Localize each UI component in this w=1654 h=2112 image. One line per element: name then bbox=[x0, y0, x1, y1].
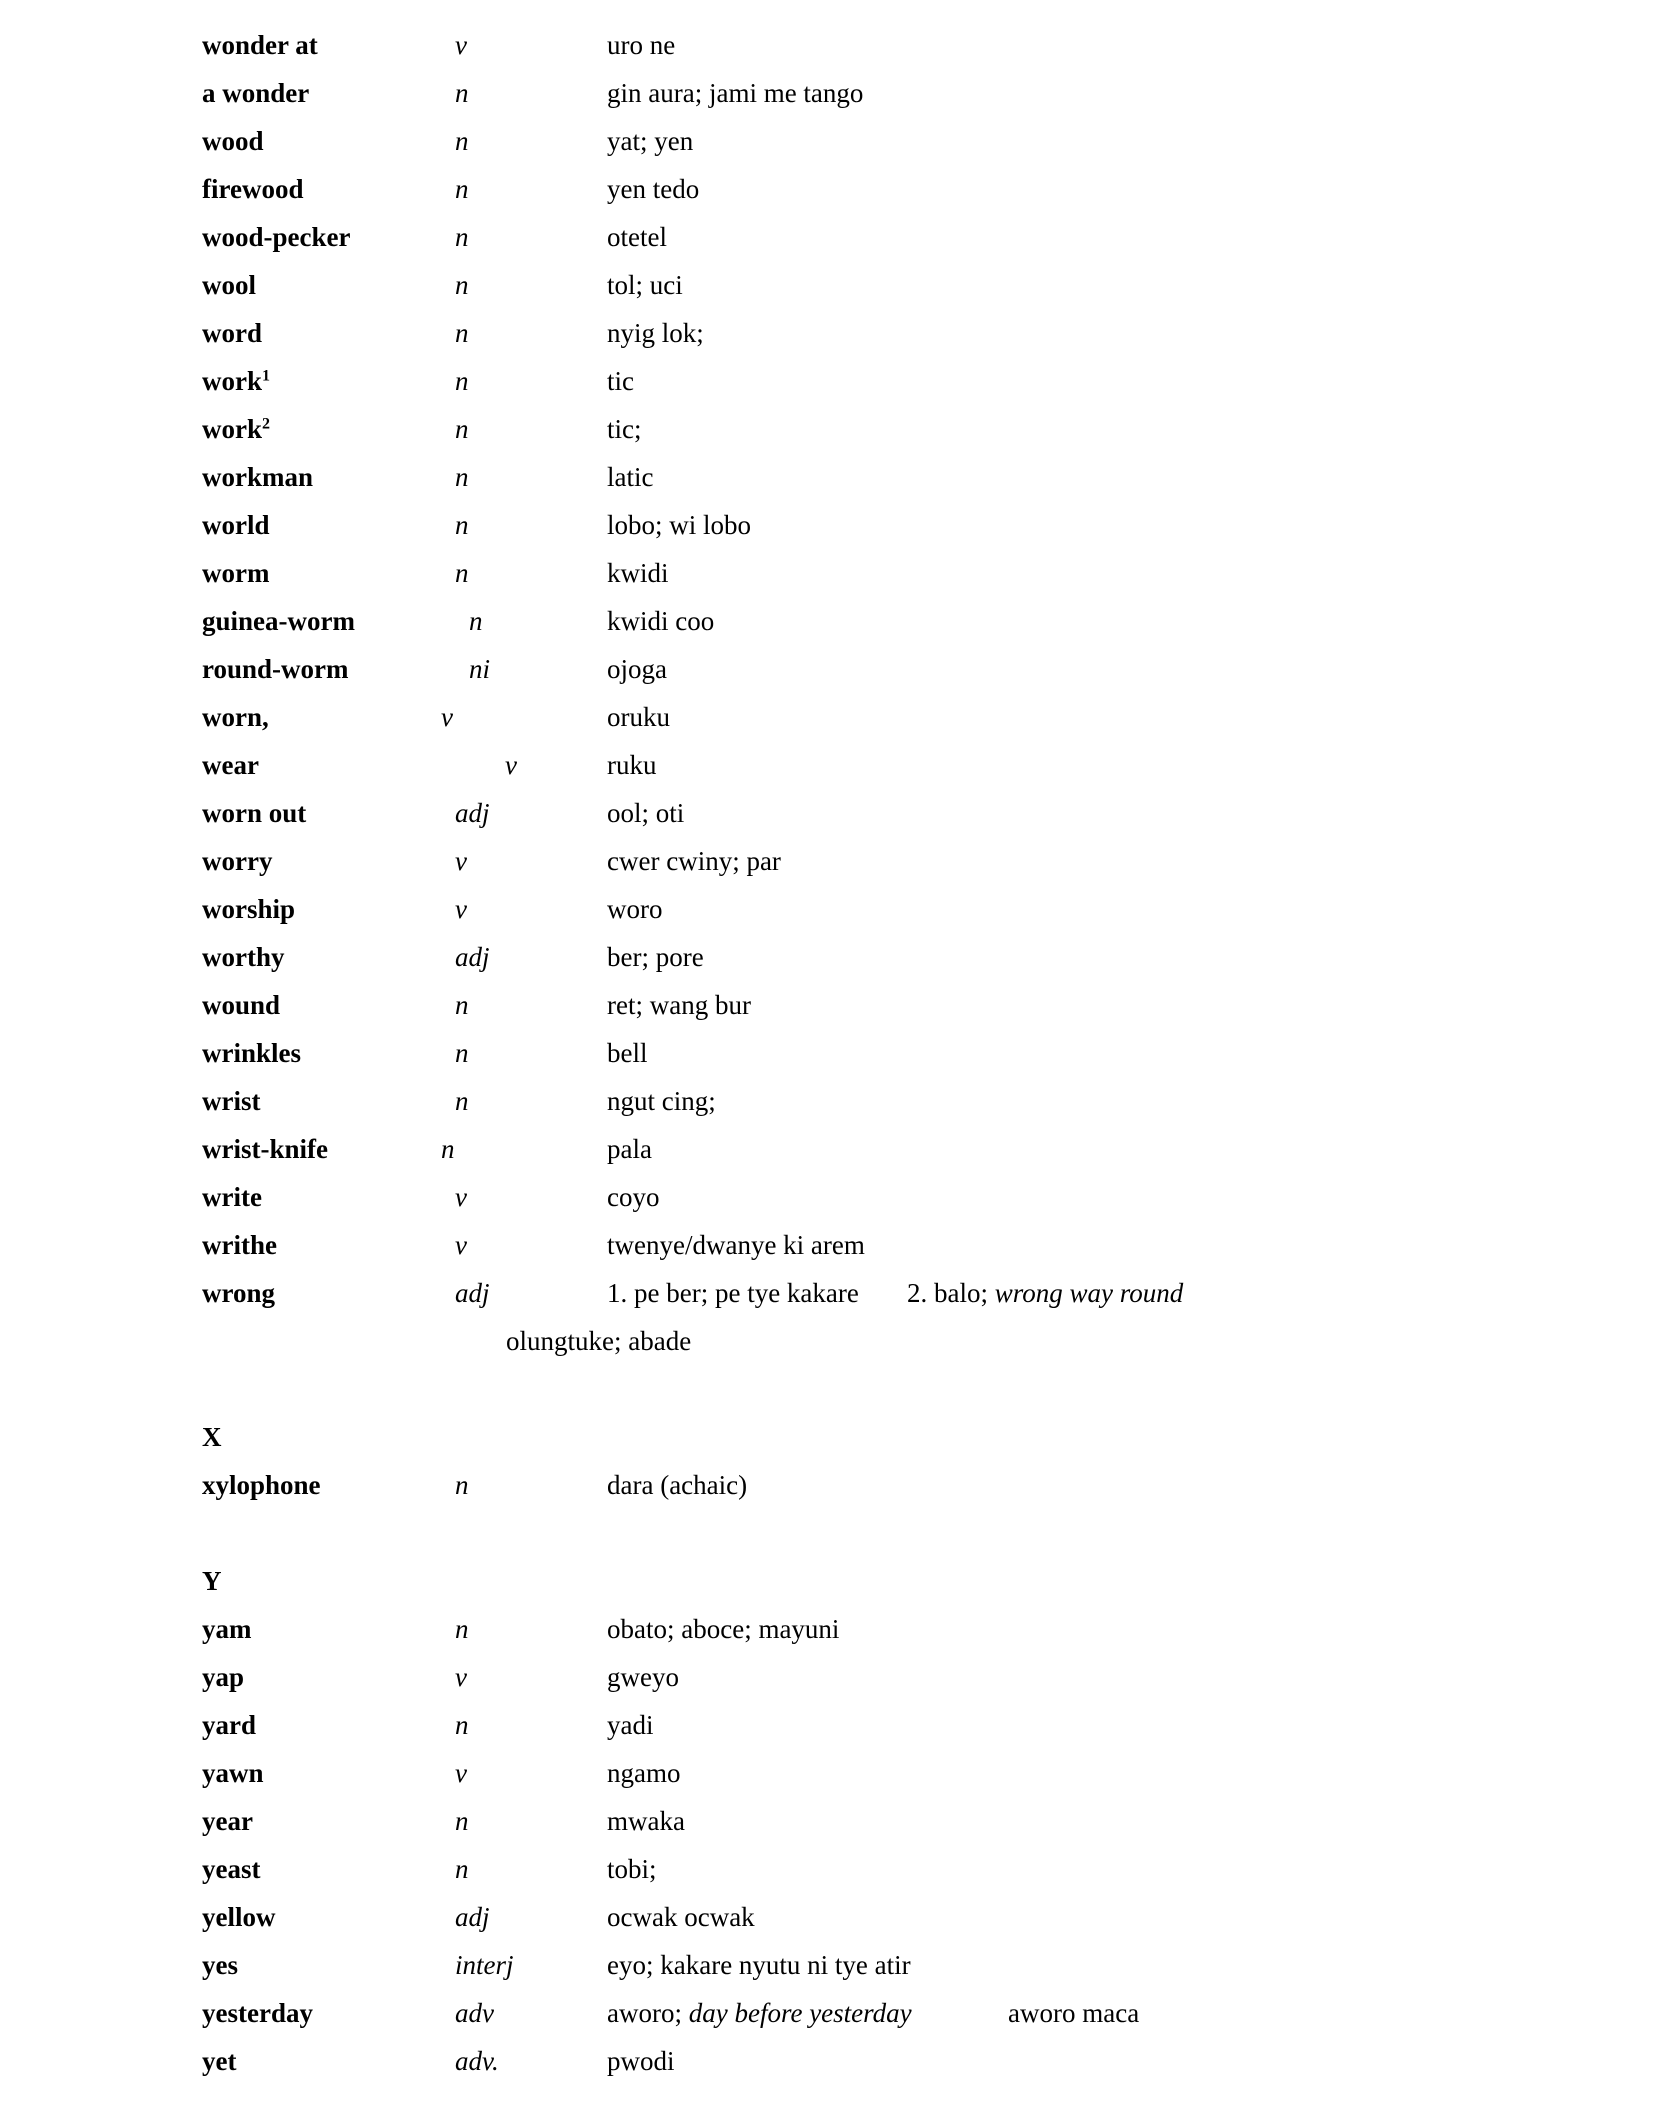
headword: wood-pecker bbox=[202, 222, 351, 252]
translation: 1. pe ber; pe tye kakare bbox=[607, 1278, 859, 1308]
dictionary-entry bbox=[0, 1653, 1654, 1701]
part-of-speech: n bbox=[455, 462, 469, 492]
part-of-speech: n bbox=[455, 1470, 469, 1500]
dictionary-entry bbox=[0, 1605, 1654, 1653]
part-of-speech: n bbox=[455, 78, 469, 108]
translation: yadi bbox=[607, 1710, 654, 1740]
headword: a wonder bbox=[202, 78, 310, 108]
translation: mwaka bbox=[607, 1806, 685, 1836]
translation: bell bbox=[607, 1038, 648, 1068]
part-of-speech: n bbox=[455, 126, 469, 156]
part-of-speech: adj bbox=[455, 798, 490, 828]
headword: yard bbox=[202, 1710, 256, 1740]
translation: ret; wang bur bbox=[607, 990, 751, 1020]
headword: wear bbox=[202, 750, 259, 780]
translation: ngut cing; bbox=[607, 1086, 716, 1116]
translation-second-part: 2. balo; wrong way round bbox=[907, 1278, 1184, 1308]
part-of-speech: n bbox=[455, 1038, 469, 1068]
translation: yen tedo bbox=[607, 174, 700, 204]
dictionary-entry bbox=[0, 1989, 1654, 2037]
dictionary-entry bbox=[0, 165, 1654, 213]
translation: ojoga bbox=[607, 654, 667, 684]
translation: ruku bbox=[607, 750, 657, 780]
dictionary-entry bbox=[0, 549, 1654, 597]
headword: worship bbox=[202, 894, 296, 924]
dictionary-entry bbox=[0, 261, 1654, 309]
part-of-speech: adv. bbox=[455, 2046, 499, 2076]
translation: twenye/dwanye ki arem bbox=[607, 1230, 865, 1260]
headword: write bbox=[202, 1182, 262, 1212]
dictionary-entry bbox=[0, 645, 1654, 693]
part-of-speech: n bbox=[455, 174, 469, 204]
translation: uro ne bbox=[607, 30, 676, 60]
part-of-speech: n bbox=[455, 1854, 469, 1884]
headword: worn out bbox=[202, 798, 307, 828]
headword: yellow bbox=[202, 1902, 276, 1932]
translation: tic; bbox=[607, 414, 642, 444]
part-of-speech: n bbox=[455, 270, 469, 300]
headword: yap bbox=[202, 1662, 245, 1692]
headword: wrist-knife bbox=[202, 1134, 328, 1164]
dictionary-entry bbox=[0, 837, 1654, 885]
translation: cwer cwiny; par bbox=[607, 846, 781, 876]
dictionary-entry bbox=[0, 789, 1654, 837]
part-of-speech: adj bbox=[455, 1278, 490, 1308]
dictionary-entry bbox=[0, 117, 1654, 165]
part-of-speech: v bbox=[441, 702, 453, 732]
dictionary-entry bbox=[0, 1941, 1654, 1989]
headword: yam bbox=[202, 1614, 252, 1644]
dictionary-entry bbox=[0, 1749, 1654, 1797]
headword: yesterday bbox=[202, 1998, 313, 2028]
headword: wrinkles bbox=[202, 1038, 302, 1068]
headword: work$^1$ bbox=[202, 366, 270, 396]
part-of-speech: n bbox=[455, 510, 469, 540]
headword: round-worm bbox=[202, 654, 349, 684]
translation: tobi; bbox=[607, 1854, 657, 1884]
headword: guinea-worm bbox=[202, 606, 355, 636]
headword: wonder at bbox=[202, 30, 318, 60]
headword: worry bbox=[202, 846, 273, 876]
headword: wound bbox=[202, 990, 281, 1020]
part-of-speech: n bbox=[441, 1134, 455, 1164]
part-of-speech: n bbox=[455, 558, 469, 588]
part-of-speech: interj bbox=[455, 1950, 514, 1980]
part-of-speech: n bbox=[455, 990, 469, 1020]
part-of-speech: v bbox=[455, 846, 467, 876]
part-of-speech: v bbox=[455, 894, 467, 924]
headword: worthy bbox=[202, 942, 285, 972]
dictionary-entry bbox=[0, 741, 1654, 789]
part-of-speech: v bbox=[505, 750, 517, 780]
part-of-speech: adj bbox=[455, 942, 490, 972]
part-of-speech: v bbox=[455, 1182, 467, 1212]
dictionary-entry bbox=[0, 1893, 1654, 1941]
dictionary-entry bbox=[0, 69, 1654, 117]
dictionary-entry bbox=[0, 981, 1654, 1029]
part-of-speech: n bbox=[455, 366, 469, 396]
headword: workman bbox=[202, 462, 314, 492]
translation: woro bbox=[607, 894, 663, 924]
translation: kwidi coo bbox=[607, 606, 715, 636]
translation: tol; uci bbox=[607, 270, 683, 300]
headword: yawn bbox=[202, 1758, 264, 1788]
dictionary-entry bbox=[0, 501, 1654, 549]
translation: lobo; wi lobo bbox=[607, 510, 752, 540]
dictionary-entry bbox=[0, 213, 1654, 261]
part-of-speech: n bbox=[455, 318, 469, 348]
translation: aworo; day before yesterday bbox=[607, 1998, 912, 2028]
dictionary-entry bbox=[0, 1173, 1654, 1221]
translation: obato; aboce; mayuni bbox=[607, 1614, 840, 1644]
dictionary-entry bbox=[0, 357, 1654, 405]
translation: latic bbox=[607, 462, 654, 492]
part-of-speech: n bbox=[455, 1710, 469, 1740]
headword: writhe bbox=[202, 1230, 277, 1260]
headword: wrist bbox=[202, 1086, 261, 1116]
translation: coyo bbox=[607, 1182, 660, 1212]
translation: tic bbox=[607, 366, 634, 396]
translation-second-part: aworo maca bbox=[1008, 1998, 1140, 2028]
dictionary-entry bbox=[0, 21, 1654, 69]
headword: firewood bbox=[202, 174, 304, 204]
translation-italic: day before yesterday bbox=[688, 1998, 912, 2028]
translation: ngamo bbox=[607, 1758, 681, 1788]
part-of-speech: n bbox=[455, 414, 469, 444]
dictionary-entry bbox=[0, 1077, 1654, 1125]
dictionary-entry bbox=[0, 2037, 1654, 2085]
headword: yes bbox=[202, 1950, 238, 1980]
part-of-speech: v bbox=[455, 1662, 467, 1692]
headword: worm bbox=[202, 558, 270, 588]
translation: kwidi bbox=[607, 558, 669, 588]
translation: oruku bbox=[607, 702, 670, 732]
entry-continuation bbox=[0, 1317, 1654, 1365]
dictionary-entry bbox=[0, 405, 1654, 453]
part-of-speech: n bbox=[469, 606, 483, 636]
dictionary-entry bbox=[0, 1797, 1654, 1845]
part-of-speech: n bbox=[455, 1806, 469, 1836]
part-of-speech: ni bbox=[469, 654, 491, 684]
part-of-speech: adj bbox=[455, 1902, 490, 1932]
dictionary-entry bbox=[0, 1845, 1654, 1893]
part-of-speech: v bbox=[455, 30, 467, 60]
part-of-speech: v bbox=[455, 1230, 467, 1260]
translation: eyo; kakare nyutu ni tye atir bbox=[607, 1950, 911, 1980]
part-of-speech: v bbox=[455, 1758, 467, 1788]
dictionary-entry bbox=[0, 885, 1654, 933]
section-letter-x: X bbox=[202, 1422, 222, 1452]
translation: ber; pore bbox=[607, 942, 704, 972]
translation: otetel bbox=[607, 222, 667, 252]
part-of-speech: n bbox=[455, 1614, 469, 1644]
dictionary-entry bbox=[0, 1029, 1654, 1077]
part-of-speech: n bbox=[455, 222, 469, 252]
dictionary-entry bbox=[0, 309, 1654, 357]
headword: work$^2$ bbox=[202, 414, 270, 444]
dictionary-entry bbox=[0, 597, 1654, 645]
headword: wool bbox=[202, 270, 256, 300]
part-of-speech: adv bbox=[455, 1998, 494, 2028]
headword: yeast bbox=[202, 1854, 261, 1884]
translation-italic: wrong way round bbox=[994, 1278, 1184, 1308]
translation: gin aura; jami me tango bbox=[607, 78, 864, 108]
translation: yat; yen bbox=[607, 126, 694, 156]
translation: nyig lok; bbox=[607, 318, 704, 348]
dictionary-entry bbox=[0, 1701, 1654, 1749]
translation: dara (achaic) bbox=[607, 1470, 748, 1500]
headword: wrong bbox=[202, 1278, 276, 1308]
dictionary-entry bbox=[0, 453, 1654, 501]
dictionary-entry bbox=[0, 693, 1654, 741]
headword: xylophone bbox=[202, 1470, 321, 1500]
dictionary-entry bbox=[0, 1125, 1654, 1173]
headword: world bbox=[202, 510, 270, 540]
headword: worn, bbox=[202, 702, 269, 732]
sense-number: 2 bbox=[262, 415, 270, 433]
part-of-speech: n bbox=[455, 1086, 469, 1116]
translation: gweyo bbox=[607, 1662, 679, 1692]
dictionary-entry bbox=[0, 933, 1654, 981]
translation-continuation: olungtuke; abade bbox=[506, 1326, 692, 1356]
translation: ool; oti bbox=[607, 798, 685, 828]
headword: yet bbox=[202, 2046, 237, 2076]
translation: pala bbox=[607, 1134, 652, 1164]
headword: wood bbox=[202, 126, 264, 156]
section-letter-y: Y bbox=[202, 1566, 222, 1596]
translation: ocwak ocwak bbox=[607, 1902, 755, 1932]
sense-number: 1 bbox=[262, 367, 270, 385]
headword: year bbox=[202, 1806, 253, 1836]
dictionary-entry bbox=[0, 1461, 1654, 1509]
dictionary-entry bbox=[0, 1269, 1654, 1317]
headword: word bbox=[202, 318, 262, 348]
translation: pwodi bbox=[607, 2046, 675, 2076]
dictionary-entry bbox=[0, 1221, 1654, 1269]
